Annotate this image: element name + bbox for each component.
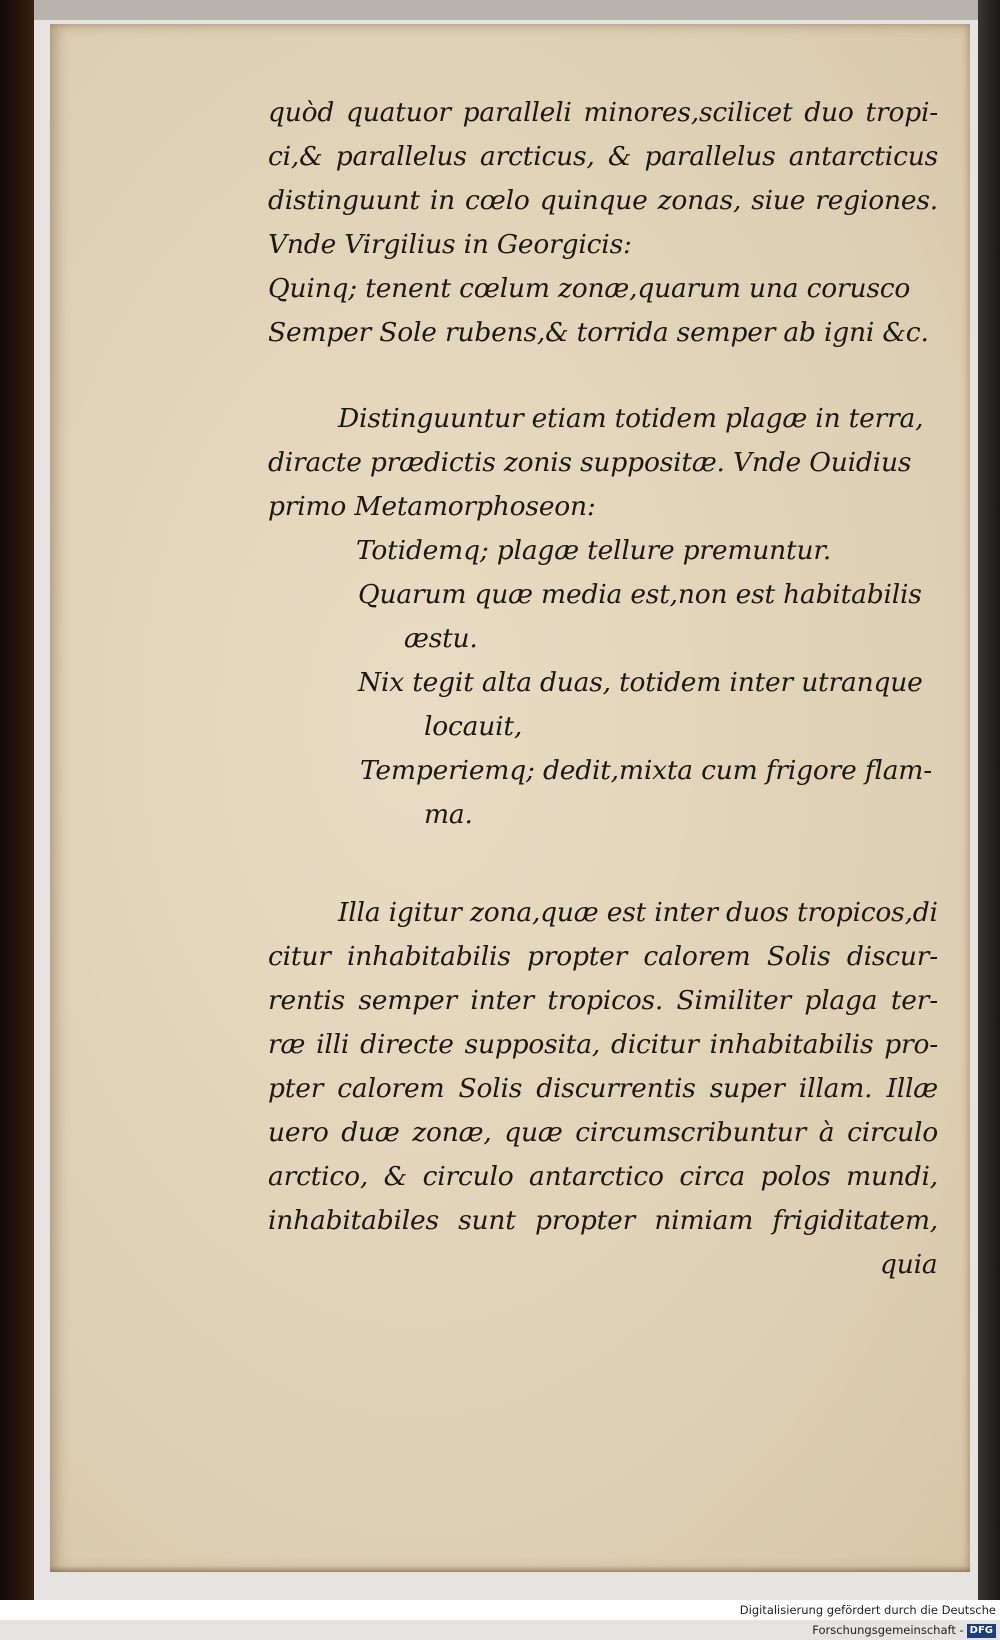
text-line: arctico, & circulo antarctico circa polos mundi, [268, 1161, 938, 1192]
text-line: distinguunt in cœlo quinque zonas, siue regiones. [268, 185, 938, 216]
verse-line: Nix tegit alta duas, totidem inter utranque [358, 667, 923, 698]
text-line: pter calorem Solis discurrentis super illam. Illæ [268, 1073, 938, 1104]
dfg-logo: DFG [967, 1624, 996, 1638]
text-line: diracte prædictis zonis suppositæ. Vnde Ouidius [268, 447, 912, 478]
verse-line: locauit, [424, 711, 523, 742]
verse-line: æstu. [404, 623, 478, 654]
book-page [50, 24, 970, 1572]
verse-line: Quarum quæ media est,non est habitabilis [358, 579, 922, 610]
text-line: Quinq; tenent cœlum zonæ,quarum una corusco [268, 273, 911, 304]
text-line: Distinguuntur etiam totidem plagæ in terra, [338, 403, 924, 434]
text-line: citur inhabitabilis propter calorem Solis discur- [268, 941, 938, 972]
verse-line: ma. [424, 799, 473, 830]
text-line: uero duæ zonæ, quæ circumscribuntur à circulo [268, 1117, 938, 1148]
credit-text: Digitalisierung gefördert durch die Deutsche Forschungsgemeinschaft - [739, 1603, 996, 1637]
text-line: Vnde Virgilius in Georgicis: [268, 229, 632, 260]
text-line: ci,& parallelus arcticus, & parallelus antarcticus [268, 141, 938, 172]
digitization-credit [600, 1600, 1000, 1637]
text-line: Illa igitur zona,quæ est inter duos tropicos,di [338, 897, 938, 928]
verse-line: Temperiemq; dedit,mixta cum frigore flam- [360, 755, 932, 786]
book-spine-edge [0, 0, 34, 1600]
text-line: inhabitabiles sunt propter nimiam frigiditatem, [268, 1205, 938, 1236]
text-line: ræ illi directe supposita, dicitur inhabitabilis pro- [268, 1029, 938, 1060]
scan-right-border [978, 0, 1000, 1600]
text-line: Semper Sole rubens,& torrida semper ab igni &c. [268, 317, 929, 348]
scan-top-border [34, 0, 978, 20]
text-line: rentis semper inter tropicos. Similiter plaga ter- [268, 985, 938, 1016]
text-line: primo Metamorphoseon: [268, 491, 596, 522]
catchword: quia [880, 1249, 938, 1280]
verse-line: Totidemq; plagæ tellure premuntur. [356, 535, 832, 566]
text-line: quòd quatuor paralleli minores,scilicet duo tropi- [268, 97, 938, 128]
